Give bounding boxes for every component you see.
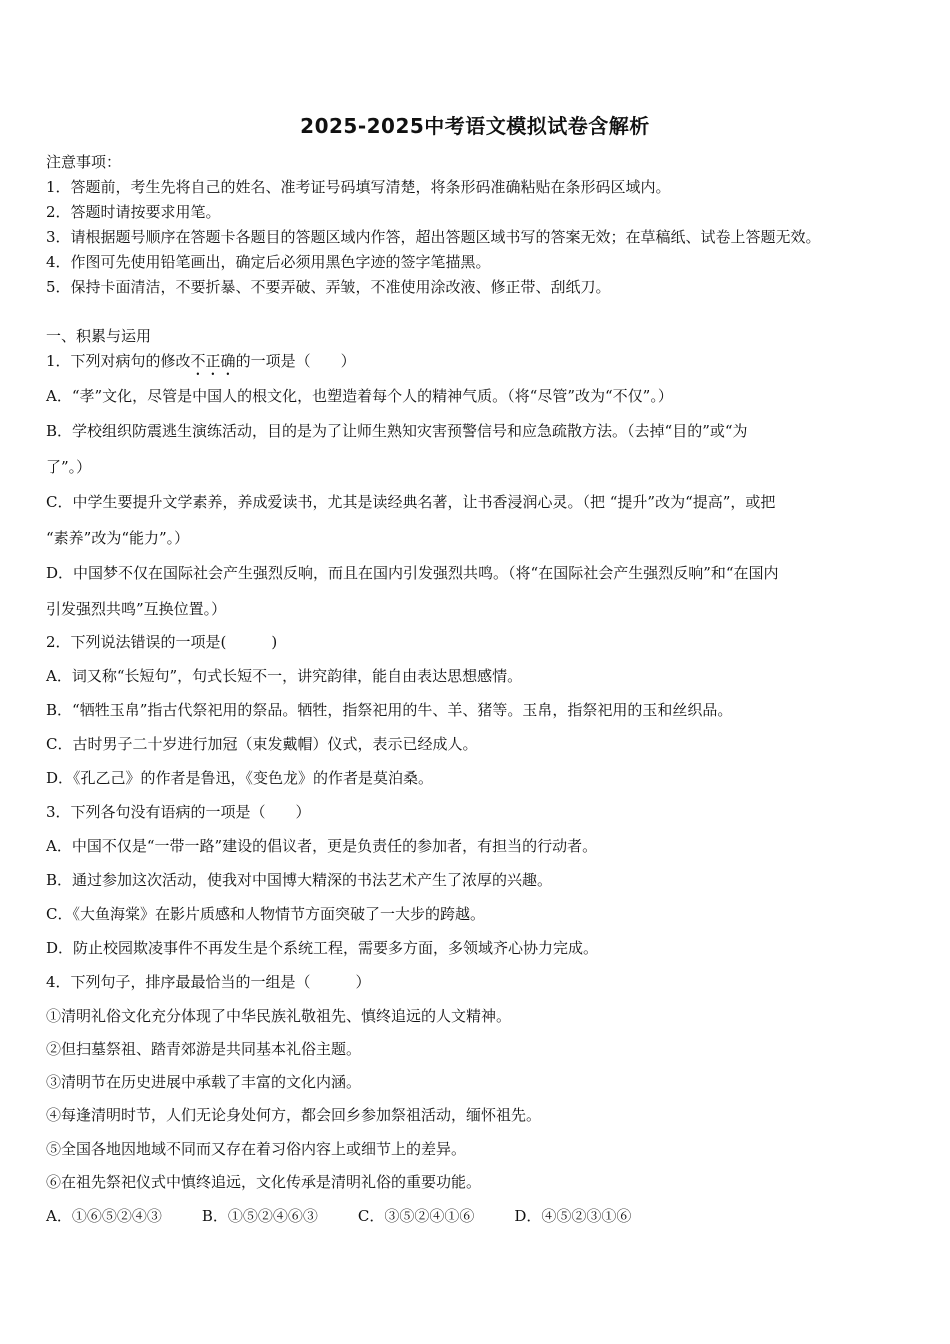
notice-heading: 注意事项： (46, 153, 122, 171)
question-4-option-b: B．①⑤②④⑥③ (201, 1207, 318, 1225)
question-1-stem-start: 1．下列对病句的修改 (46, 352, 191, 370)
question-4-option-d: D．④⑤②③①⑥ (514, 1207, 632, 1225)
question-4-sentence-3: ③清明节在历史进展中承载了丰富的文化内涵。 (46, 1073, 362, 1091)
question-4-sentence-6: ⑥在祖先祭祀仪式中慎终追远，文化传承是清明礼俗的重要功能。 (46, 1173, 482, 1191)
question-4-sentence-1: ①清明礼俗文化充分体现了中华民族礼敬祖先、慎终追远的人文精神。 (46, 1007, 512, 1025)
question-2-option-c: C．古时男子二十岁进行加冠（束发戴帽）仪式，表示已经成人。 (46, 735, 478, 753)
question-3-stem: 3．下列各句没有语病的一项是（ ） (46, 803, 311, 821)
question-4-option-c: C．③⑤②④①⑥ (357, 1207, 475, 1225)
question-1-option-d: D．中国梦不仅在国际社会产生强烈反响，而且在国内引发强烈共鸣。（将“在国际社会产生强烈反响”和“在国内 (46, 564, 779, 582)
question-2-option-b: B．“牺牲玉帛”指古代祭祀用的祭品。牺牲，指祭祀用的牛、羊、猪等。玉帛，指祭祀用的玉和丝织品。 (46, 701, 733, 719)
notice-item: 3．请根据题号顺序在答题卡各题目的答题区域内作答，超出答题区域书写的答案无效；在草稿纸、试卷上答题无效。 (46, 228, 821, 246)
question-2-option-d: D．《孔乙己》的作者是鲁迅，《变色龙》的作者是莫泊桑。 (46, 769, 434, 787)
question-1-option-b-cont: 了”。） (46, 458, 92, 476)
question-1-option-c-cont: “素养”改为“能力”。） (46, 529, 190, 547)
question-1-option-d-cont: 引发强烈共鸣”互换位置。） (46, 600, 227, 618)
section-heading: 一、积累与运用 (46, 327, 152, 345)
question-3-option-c: C．《大鱼海棠》在影片质感和人物情节方面突破了一大步的跨越。 (46, 905, 485, 923)
question-1-option-c: C．中学生要提升文学素养，养成爱读书，尤其是读经典名著，让书香浸润心灵。（把 “提升”改为“提高”，或把 (46, 493, 776, 511)
question-3-option-d: D．防止校园欺凌事件不再发生是个系统工程，需要多方面，多领域齐心协力完成。 (46, 939, 599, 957)
question-4-sentence-2: ②但扫墓祭祖、踏青郊游是共同基本礼俗主题。 (46, 1040, 362, 1058)
question-3-option-b: B．通过参加这次活动，使我对中国博大精深的书法艺术产生了浓厚的兴趣。 (46, 871, 553, 889)
question-4-sentence-5: ⑤全国各地因地域不同而又存在着习俗内容上或细节上的差异。 (46, 1140, 467, 1158)
question-4-sentence-4: ④每逢清明时节，人们无论身处何方，都会回乡参加祭祖活动，缅怀祖先。 (46, 1106, 542, 1124)
notice-item: 4．作图可先使用铅笔画出，确定后必须用黑色字迹的签字笔描黑。 (46, 253, 491, 271)
question-1-emphasis: 不正确 (190, 352, 236, 370)
question-4-stem: 4．下列句子，排序最最恰当的一组是（ ） (46, 973, 371, 991)
question-2-stem: 2．下列说法错误的一项是( ) (46, 633, 278, 651)
notice-item: 1．答题前，考生先将自己的姓名、准考证号码填写清楚，将条形码准确粘贴在条形码区域内。 (46, 178, 671, 196)
question-4-options (46, 1206, 671, 1226)
question-4-option-a: A．①⑥⑤②④③ (46, 1207, 162, 1225)
question-1-option-a: A．“孝”文化，尽管是中国人的根文化，也塑造着每个人的精神气质。（将“尽管”改为“不仅”。） (46, 387, 673, 405)
notice-item: 2．答题时请按要求用笔。 (46, 203, 221, 221)
question-1-option-b: B．学校组织防震逃生演练活动，目的是为了让师生熟知灾害预警信号和应急疏散方法。（去掉“目的”或“为 (46, 422, 748, 440)
question-1-stem (46, 351, 356, 379)
notice-item: 5．保持卡面清洁，不要折暴、不要弄破、弄皱，不准使用涂改液、修正带、刮纸刀。 (46, 278, 611, 296)
question-3-option-a: A．中国不仅是“一带一路”建设的倡议者，更是负责任的参加者，有担当的行动者。 (46, 837, 598, 855)
question-1-stem-end: 的一项是（ ） (235, 352, 356, 370)
page-title: 2025-2025中考语文模拟试卷含解析 (300, 114, 650, 138)
question-2-option-a: A．词又称“长短句”，句式长短不一，讲究韵律，能自由表达思想感情。 (46, 667, 523, 685)
